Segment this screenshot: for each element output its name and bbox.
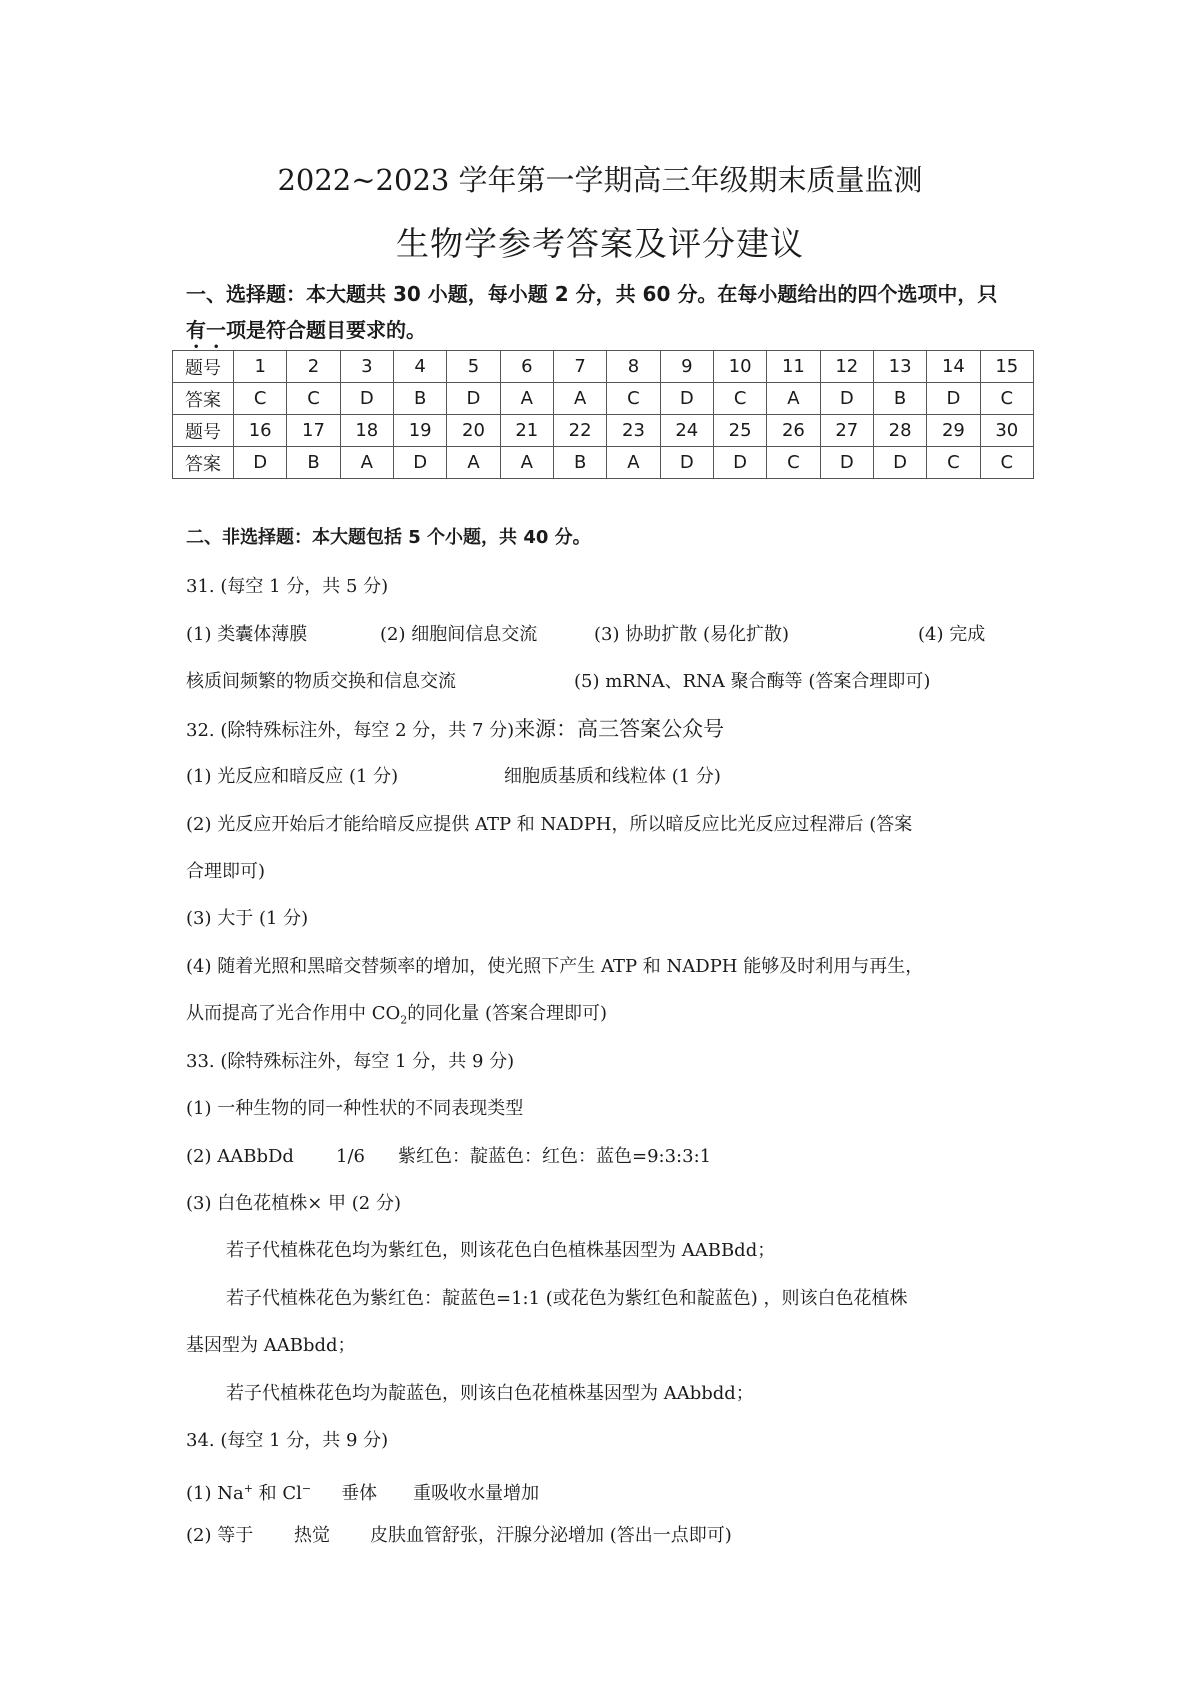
- answer-cell: A: [553, 383, 606, 415]
- q31-answer-3: (3) 协助扩散 (易化扩散): [594, 624, 789, 645]
- table-row-questions-1: [173, 351, 1034, 383]
- source-note: 来源：高三答案公众号: [514, 717, 725, 741]
- q34-line2: [186, 1521, 732, 1551]
- q31-answer-2: (2) 细胞间信息交流: [380, 624, 538, 645]
- answer-cell: B: [393, 383, 446, 415]
- answer-cell: D: [447, 383, 500, 415]
- q32-heading: 32. (除特殊标注外，每空 2 分，共 7 分): [186, 720, 515, 741]
- answer-cell: A: [500, 383, 553, 415]
- q34-answer-2: 垂体: [341, 1483, 378, 1504]
- q32-line6: [186, 999, 607, 1036]
- answer-cell: A: [340, 447, 393, 479]
- q33-line2: [186, 1142, 711, 1172]
- question-number: 14: [927, 351, 980, 383]
- question-number: 2: [287, 351, 340, 383]
- q32-line1: [186, 762, 721, 792]
- answer-table: [172, 350, 1034, 479]
- answer-cell: D: [340, 383, 393, 415]
- q34-answer-6: 皮肤血管舒张，汗腺分泌增加 (答出一点即可): [370, 1525, 732, 1546]
- question-number: 30: [980, 415, 1033, 447]
- answer-cell: C: [287, 383, 340, 415]
- question-number: 10: [713, 351, 766, 383]
- answer-cell: A: [767, 383, 820, 415]
- q33-line3: (3) 白色花植株× 甲 (2 分): [186, 1193, 401, 1214]
- q32-line2: (2) 光反应开始后才能给暗反应提供 ATP 和 NADPH，所以暗反应比光反应过程滞后 (答案: [186, 814, 913, 835]
- question-number: 17: [287, 415, 340, 447]
- question-number: 4: [393, 351, 446, 383]
- table-row-answers-2: [173, 447, 1034, 479]
- question-number: 9: [660, 351, 713, 383]
- answer-cell: C: [767, 447, 820, 479]
- question-number: 23: [607, 415, 660, 447]
- question-number: 1: [234, 351, 287, 383]
- answer-cell: C: [980, 383, 1033, 415]
- question-number: 21: [500, 415, 553, 447]
- question-number: 15: [980, 351, 1033, 383]
- question-number: 29: [927, 415, 980, 447]
- question-number: 7: [553, 351, 606, 383]
- answer-cell: D: [234, 447, 287, 479]
- q33-genotype: (2) AABbDd: [186, 1146, 294, 1167]
- section2-heading: 二、非选择题：本大题包括 5 个小题，共 40 分。: [186, 527, 591, 548]
- q32-line3: 合理即可): [186, 861, 266, 882]
- section1-intro-line2: 项是符合题目要求的。: [226, 318, 426, 342]
- q32-line5: (4) 随着光照和黑暗交替频率的增加，使光照下产生 ATP 和 NADPH 能够及时利用与再生，: [186, 956, 924, 977]
- q32-line6-end: 的同化量 (答案合理即可): [407, 1003, 608, 1024]
- q32-answer-1a: (1) 光反应和暗反应 (1 分): [186, 766, 399, 787]
- question-number: 16: [234, 415, 287, 447]
- q32-heading-line: [186, 714, 724, 746]
- q33-line6: 基因型为 AABbdd；: [186, 1335, 356, 1356]
- answer-cell: D: [713, 447, 766, 479]
- na-superscript: +: [243, 1482, 253, 1495]
- row-header: 答案: [173, 447, 234, 479]
- q31-answer-4-start: (4) 完成: [918, 624, 986, 645]
- answer-cell: D: [660, 447, 713, 479]
- section1-intro-line1: 一、选择题：本大题共 30 小题，每小题 2 分，共 60 分。在每小题给出的四个选项中，只: [186, 282, 998, 306]
- answer-cell: B: [873, 383, 926, 415]
- table-row-questions-2: [173, 415, 1034, 447]
- answer-cell: A: [607, 447, 660, 479]
- question-number: 28: [873, 415, 926, 447]
- table-row-answers-1: [173, 383, 1034, 415]
- document-subtitle: 生物学参考答案及评分建议: [396, 224, 804, 263]
- answer-cell: D: [873, 447, 926, 479]
- question-number: 22: [553, 415, 606, 447]
- question-number: 5: [447, 351, 500, 383]
- row-header: 题号: [173, 351, 234, 383]
- q34-ion-cl: 和 Cl: [252, 1483, 302, 1504]
- question-number: 18: [340, 415, 393, 447]
- q31-line2: [186, 667, 930, 697]
- q33-line1: (1) 一种生物的同一种性状的不同表现类型: [186, 1098, 524, 1119]
- q33-ratio: 1/6: [336, 1146, 365, 1167]
- q33-phenotype-ratio: 紫红色：靛蓝色：红色：蓝色=9:3:3:1: [398, 1146, 712, 1167]
- question-number: 12: [820, 351, 873, 383]
- q31-line1: [186, 620, 985, 650]
- answer-cell: D: [927, 383, 980, 415]
- q33-line4: 若子代植株花色均为紫红色，则该花色白色植株基因型为 AABBdd；: [226, 1240, 776, 1261]
- row-header: 题号: [173, 415, 234, 447]
- cl-superscript: −: [301, 1482, 312, 1495]
- q34-heading: 34. (每空 1 分，共 9 分): [186, 1430, 389, 1451]
- section1-instructions: [186, 276, 1026, 353]
- q33-heading: 33. (除特殊标注外，每空 1 分，共 9 分): [186, 1051, 515, 1072]
- question-number: 8: [607, 351, 660, 383]
- question-number: 20: [447, 415, 500, 447]
- q31-heading: 31. (每空 1 分，共 5 分): [186, 576, 389, 597]
- q33-line5: 若子代植株花色为紫红色：靛蓝色=1:1 (或花色为紫红色和靛蓝色) ，则该白色花植株: [226, 1288, 908, 1309]
- question-number: 3: [340, 351, 393, 383]
- answer-cell: D: [393, 447, 446, 479]
- answer-cell: A: [500, 447, 553, 479]
- answer-cell: C: [927, 447, 980, 479]
- q32-answer-1b: 细胞质基质和线粒体 (1 分): [504, 766, 721, 787]
- row-header: 答案: [173, 383, 234, 415]
- q34-answer-3: 重吸收水量增加: [413, 1483, 540, 1504]
- answer-cell: D: [820, 447, 873, 479]
- question-number: 11: [767, 351, 820, 383]
- question-number: 6: [500, 351, 553, 383]
- q34-ion-na: (1) Na: [186, 1483, 244, 1504]
- answer-cell: C: [980, 447, 1033, 479]
- question-number: 13: [873, 351, 926, 383]
- question-number: 27: [820, 415, 873, 447]
- q32-line6-start: 从而提高了光合作用中 CO: [186, 1003, 401, 1024]
- q34-answer-5: 热觉: [294, 1525, 330, 1546]
- answer-cell: C: [607, 383, 660, 415]
- q31-answer-1: (1) 类囊体薄膜: [186, 624, 308, 645]
- answer-cell: C: [713, 383, 766, 415]
- answer-cell: D: [820, 383, 873, 415]
- answer-cell: A: [447, 447, 500, 479]
- answer-cell: C: [234, 383, 287, 415]
- q31-answer-5: (5) mRNA、RNA 聚合酶等 (答案合理即可): [574, 671, 931, 692]
- answer-cell: B: [287, 447, 340, 479]
- answer-cell: B: [553, 447, 606, 479]
- answer-cell: D: [660, 383, 713, 415]
- question-number: 25: [713, 415, 766, 447]
- question-number: 26: [767, 415, 820, 447]
- question-number: 19: [393, 415, 446, 447]
- q33-line7: 若子代植株花色均为靛蓝色，则该白色花植株基因型为 AAbbdd；: [226, 1383, 754, 1404]
- co2-subscript: 2: [400, 1013, 408, 1027]
- q34-answer-4: (2) 等于: [186, 1525, 254, 1546]
- section1-emphasis: 有一: [186, 318, 226, 342]
- q32-line4: (3) 大于 (1 分): [186, 908, 309, 929]
- q34-line1: [186, 1474, 539, 1509]
- document-title: 2022~2023 学年第一学期高三年级期末质量监测: [277, 163, 923, 197]
- q31-answer-4-end: 核质间频繁的物质交换和信息交流: [186, 671, 456, 692]
- question-number: 24: [660, 415, 713, 447]
